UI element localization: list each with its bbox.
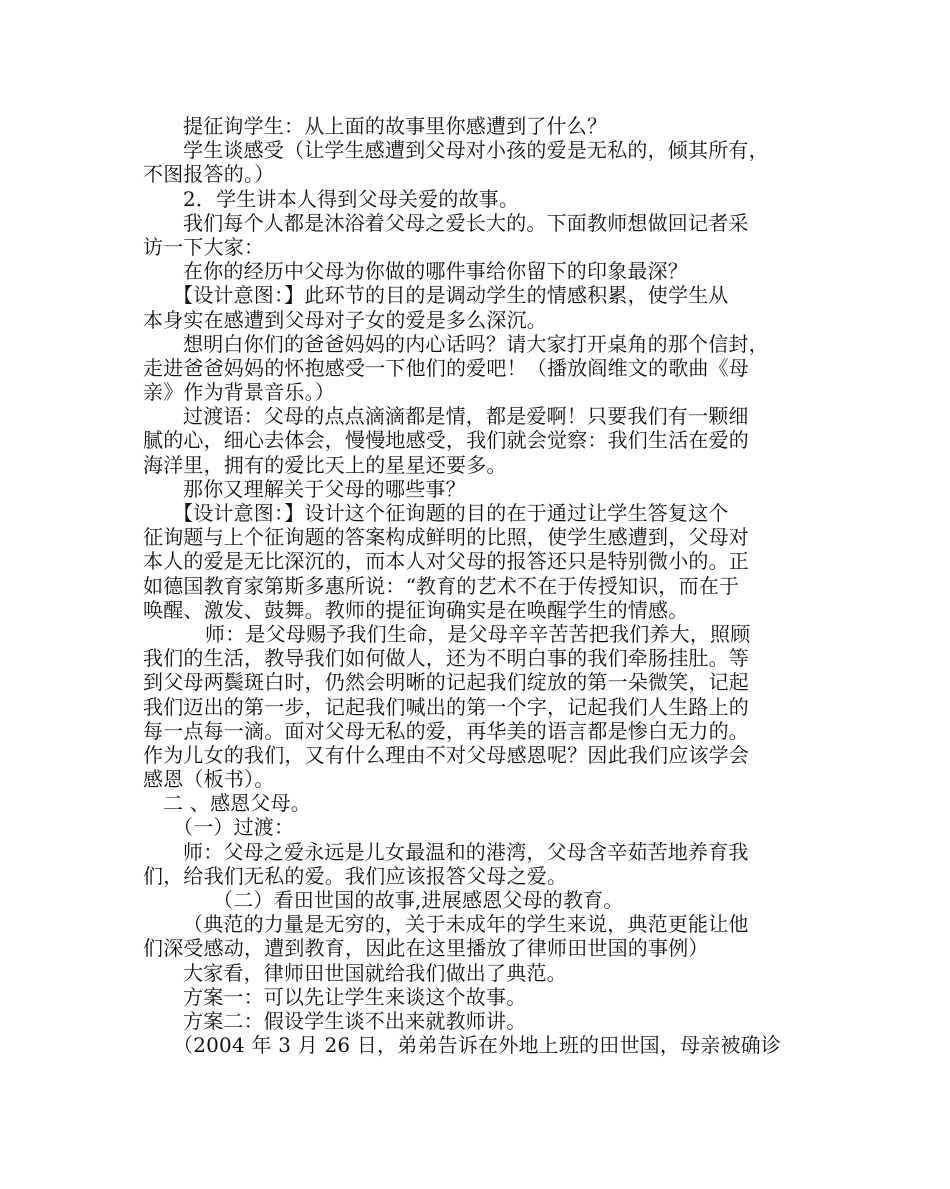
text-line: 师：父母之爱永远是儿女最温和的港湾，父母含辛茹苦地养育我: [183, 839, 749, 864]
text-line: 我们每个人都是沐浴着父母之爱长大的。下面教师想做回记者采: [183, 210, 749, 235]
text-line: 【设计意图：】此环节的目的是调动学生的情感积累，使学生从: [173, 283, 729, 308]
text-line: 师：是父母赐予我们生命，是父母辛辛苦苦把我们养大，照顾: [205, 621, 751, 646]
document-page: [143, 114, 815, 1057]
text-line: 如德国教育家第斯多惠所说：“教育的艺术不在于传授知识，而在于: [143, 573, 740, 598]
text-line: 【设计意图：】设计这个征询题的目的在于通过让学生答复这个: [173, 501, 729, 525]
section-heading: 二 、感恩父母。: [163, 791, 311, 816]
text-line: 在你的经历中父母为你做的哪件事给你留下的印象最深？: [183, 259, 688, 284]
text-line: 不图报答的。）: [143, 162, 275, 187]
text-line: 到父母两鬓斑白时，仍然会明晰的记起我们绽放的第一朵微笑，记起: [143, 670, 749, 695]
text-line: 走进爸爸妈妈的怀抱感受一下他们的爱吧！（播放阎维文的歌曲《母: [143, 355, 749, 380]
text-line: 我们迈出的第一步，记起我们喊出的第一个字，记起我们人生路上的: [143, 694, 749, 719]
text-line: 想明白你们的爸爸妈妈的内心话吗？请大家打开桌角的那个信封，: [183, 331, 769, 356]
text-line: 每一点每一滴。面对父母无私的爱，再华美的语言都是惨白无力的。: [143, 718, 749, 743]
text-line: 们深受感动，遭到教育，因此在这里播放了律师田世国的事例）: [143, 936, 709, 961]
text-line: 感恩（板书）。: [143, 767, 275, 792]
text-line: 过渡语：父母的点点滴滴都是情，都是爱啊！只要我们有一颗细: [183, 404, 749, 429]
text-line: 2．学生讲本人得到父母关爱的故事。: [183, 186, 520, 211]
text-line: 方案二：假设学生谈不出来就教师讲。: [183, 1008, 527, 1033]
text-line: 提征询学生：从上面的故事里你感遭到了什么？: [183, 114, 608, 138]
text-line: 作为儿女的我们，又有什么理由不对父母感恩呢？因此我们应该学会: [143, 742, 749, 767]
text-line: （2004 年 3 月 26 日，弟弟告诉在外地上班的田世国，母亲被确诊: [173, 1033, 782, 1058]
text-line: 我们的生活，教导我们如何做人，还为不明白事的我们牵肠挂肚。等: [143, 646, 749, 671]
text-line: 海洋里，拥有的爱比天上的星星还要多。: [143, 452, 507, 477]
text-line: 们，给我们无私的爱。我们应该报答父母之爱。: [143, 863, 568, 888]
text-line: 征询题与上个征询题的答案构成鲜明的比照，使学生感遭到，父母对: [143, 525, 749, 550]
text-line: 亲》作为背景音乐。）: [143, 380, 335, 405]
text-line: 访一下大家：: [143, 234, 265, 259]
text-line: 学生谈感受（让学生感遭到父母对小孩的爱是无私的，倾其所有，: [183, 138, 769, 163]
text-line: 本身实在感遭到父母对子女的爱是多么深沉。: [143, 307, 547, 332]
text-line: 唤醒、激发、鼓舞。教师的提征询确实是在唤醒学生的情感。: [143, 597, 689, 622]
text-line: （典范的力量是无穷的，关于未成年的学生来说，典范更能让他: [183, 912, 749, 937]
subsection-heading: （二）看田世国的故事,进展感恩父母的教育。: [213, 888, 624, 912]
text-line: 那你又理解关于父母的哪些事？: [183, 476, 466, 501]
text-line: 本人的爱是无比深沉的，而本人对父母的报答还只是特别微小的。正: [143, 549, 749, 574]
text-line: 腻的心，细心去体会，慢慢地感受，我们就会觉察：我们生活在爱的: [143, 428, 749, 453]
text-line: 大家看，律师田世国就给我们做出了典范。: [183, 960, 567, 985]
subsection-heading: （一）过渡：: [173, 815, 295, 840]
text-line: 方案一：可以先让学生来谈这个故事。: [183, 984, 527, 1009]
